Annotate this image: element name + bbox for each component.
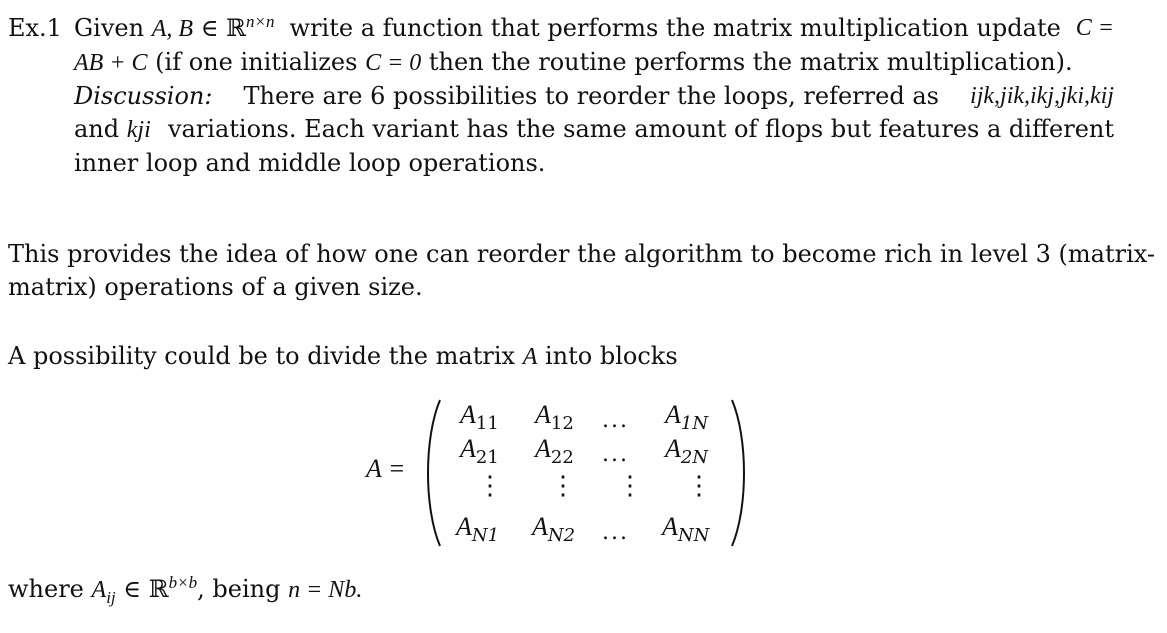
matrix-cell bbox=[532, 512, 576, 547]
matrix-cell bbox=[665, 400, 709, 435]
paragraph-level3 bbox=[8, 238, 1155, 304]
math-in-symbol: ∈ bbox=[123, 575, 142, 603]
math-var: A bbox=[91, 577, 107, 603]
exercise-line-4 bbox=[74, 113, 1114, 147]
matrix-cell bbox=[460, 434, 499, 469]
exercise-text: and bbox=[74, 115, 120, 143]
paragraph-text: into blocks bbox=[545, 342, 678, 370]
left-parenthesis bbox=[422, 398, 444, 548]
exercise-text: Given bbox=[74, 14, 145, 42]
hdots: ... bbox=[602, 442, 629, 467]
matrix-cell bbox=[535, 400, 574, 435]
cell-index: N2 bbox=[547, 525, 576, 547]
math-real-space: ℝ bbox=[226, 14, 247, 42]
math-in-symbol: ∈ bbox=[200, 14, 219, 42]
cell-var: A bbox=[460, 434, 476, 463]
hdots: ... bbox=[602, 520, 629, 545]
exercise-text: variations. Each variant has the same amount of flops but features a different bbox=[167, 115, 1114, 143]
cell-var: A bbox=[535, 400, 551, 429]
matrix-cell bbox=[460, 400, 499, 435]
vdots: ⋮ bbox=[550, 471, 576, 501]
cell-var: A bbox=[460, 400, 476, 429]
math-expression: C = 0 bbox=[365, 50, 422, 76]
cell-var: A bbox=[532, 512, 548, 541]
cell-var: A bbox=[456, 512, 472, 541]
cell-index: 22 bbox=[550, 447, 574, 469]
matrix-lhs: A = bbox=[366, 454, 406, 483]
exercise-block bbox=[8, 12, 1158, 180]
cell-index: 12 bbox=[550, 413, 574, 435]
cell-index: 1N bbox=[680, 413, 709, 435]
exercise-line-2 bbox=[74, 46, 1114, 80]
matrix-cell bbox=[665, 434, 709, 469]
exercise-line-5: inner loop and middle loop operations. bbox=[74, 149, 546, 177]
paragraph-line: This provides the idea of how one can reorder the algorithm to become rich in level 3 (matrix- bbox=[8, 240, 1155, 268]
cell-index: 21 bbox=[475, 447, 499, 469]
cell-var: A bbox=[665, 434, 681, 463]
exercise-line-1 bbox=[74, 12, 1114, 46]
exercise-text: write a function that performs the matrix multiplication update bbox=[289, 14, 1061, 42]
paragraph-blocks bbox=[8, 340, 1118, 374]
cell-index: 11 bbox=[475, 413, 499, 435]
hdots: ... bbox=[602, 408, 629, 433]
math-dimension: b×b bbox=[168, 573, 198, 592]
discussion-label: Discussion: bbox=[74, 82, 213, 110]
paragraph-where bbox=[8, 573, 1118, 607]
matrix-cell bbox=[662, 512, 710, 547]
exercise-label: Ex.1 bbox=[8, 14, 62, 42]
math-dimension: n×n bbox=[246, 12, 275, 31]
cell-var: A bbox=[662, 512, 678, 541]
exercise-text: (if one initializes bbox=[155, 48, 358, 76]
vdots: ⋮ bbox=[477, 471, 503, 501]
cell-var: A bbox=[535, 434, 551, 463]
matrix-cell bbox=[456, 512, 500, 547]
math-subscript: ij bbox=[106, 587, 116, 607]
paragraph-line: matrix) operations of a given size. bbox=[8, 273, 423, 301]
cell-index: N1 bbox=[471, 525, 500, 547]
exercise-text: then the routine performs the matrix multiplication). bbox=[428, 48, 1073, 76]
vdots: ⋮ bbox=[686, 471, 712, 501]
math-var: A bbox=[522, 344, 538, 370]
exercise-line-3 bbox=[74, 80, 1114, 113]
math-expression: AB + C bbox=[74, 50, 148, 76]
block-matrix bbox=[360, 398, 760, 548]
exercise-text: There are 6 possibilities to reorder the loops, referred as bbox=[243, 82, 939, 110]
exercise-body bbox=[74, 12, 1114, 180]
paragraph-text: A possibility could be to divide the matrix bbox=[8, 342, 516, 370]
math-expression: C = bbox=[1075, 15, 1114, 41]
cell-index: NN bbox=[677, 525, 710, 547]
loop-variant: kji bbox=[126, 117, 151, 143]
math-real-space: ℝ bbox=[148, 575, 169, 603]
math-vars: A, B bbox=[151, 16, 194, 42]
matrix-cell bbox=[535, 434, 574, 469]
paragraph-text: , being bbox=[197, 575, 281, 603]
math-expression: n = Nb. bbox=[288, 577, 363, 603]
cell-index: 2N bbox=[680, 447, 709, 469]
vdots: ⋮ bbox=[617, 471, 643, 501]
paragraph-text: where bbox=[8, 575, 84, 603]
loop-variants: ijk,jik,ikj,jki,kij bbox=[970, 83, 1114, 109]
cell-var: A bbox=[665, 400, 681, 429]
right-parenthesis bbox=[728, 398, 750, 548]
